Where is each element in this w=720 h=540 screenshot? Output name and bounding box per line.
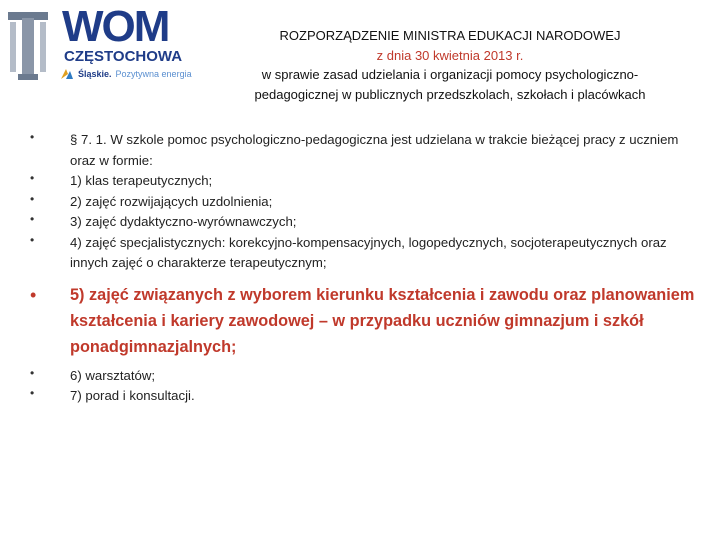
list-item bbox=[30, 366, 700, 387]
logo-city: CZĘSTOCHOWA bbox=[64, 48, 183, 65]
list-item bbox=[30, 212, 700, 233]
region-slogan: Pozytywna energia bbox=[115, 69, 192, 79]
stylized-letter-t-icon bbox=[6, 8, 50, 82]
logo-wordmark: WOM bbox=[62, 2, 169, 51]
regulation-date: z dnia 30 kwietnia 2013 r. bbox=[376, 47, 524, 63]
bullet: • bbox=[30, 386, 35, 400]
regulation-subject-line-2: pedagogicznej w publicznych przedszkolach, szkołach i placówkach bbox=[254, 86, 646, 102]
list-item-4: 4) zajęć specjalistycznych: korekcyjno-kompensacyjnych, logopedycznych, socjoterapeutycznych oraz innych zajęć o charakterze terapeutycznym; bbox=[70, 234, 667, 270]
bullet: • bbox=[30, 365, 35, 380]
list-item-intro: § 7. 1. W szkole pomoc psychologiczno-pedagogiczna jest udzielana w trakcie bieżącej pracy z uczniem oraz w formie: bbox=[70, 132, 679, 168]
list-item bbox=[30, 386, 700, 407]
region-name: Śląskie. bbox=[78, 69, 112, 79]
list-item bbox=[30, 130, 700, 171]
bullet: • bbox=[30, 130, 35, 144]
bullet: • bbox=[30, 232, 35, 247]
list-item-7: 7) porad i konsultacji. bbox=[70, 388, 195, 403]
list-item-3: 3) zajęć dydaktyczno-wyrównawczych; bbox=[70, 214, 297, 229]
list-item bbox=[30, 171, 700, 192]
logo bbox=[6, 2, 192, 86]
bullet: • bbox=[30, 191, 35, 206]
regulation-subject-line-1: w sprawie zasad udzielania i organizacji pomocy psychologiczno- bbox=[261, 67, 639, 82]
list-item-2: 2) zajęć rozwijających uzdolnienia; bbox=[70, 193, 273, 209]
list-item-5-highlighted: 5) zajęć związanych z wyborem kierunku kształcenia i zawodu oraz planowaniem kształcenia i kariery zawodowej – w przypadku uczniów gimnazjum i szkół ponadgimnazjalnych; bbox=[70, 285, 695, 356]
bullet: • bbox=[30, 212, 35, 226]
region-emblem-icon bbox=[60, 68, 74, 80]
bullet: • bbox=[30, 171, 35, 185]
regulation-list bbox=[30, 130, 700, 407]
regulation-title: ROZPORZĄDZENIE MINISTRA EDUKACJI NARODOWEJ bbox=[279, 28, 621, 43]
document-header bbox=[215, 26, 685, 104]
list-item-1: 1) klas terapeutycznych; bbox=[70, 173, 213, 188]
list-item bbox=[30, 282, 700, 360]
bullet: • bbox=[30, 284, 37, 305]
list-item-6: 6) warsztatów; bbox=[70, 367, 156, 383]
region-logo bbox=[60, 68, 192, 80]
list-item bbox=[30, 233, 700, 274]
list-item bbox=[30, 192, 700, 213]
